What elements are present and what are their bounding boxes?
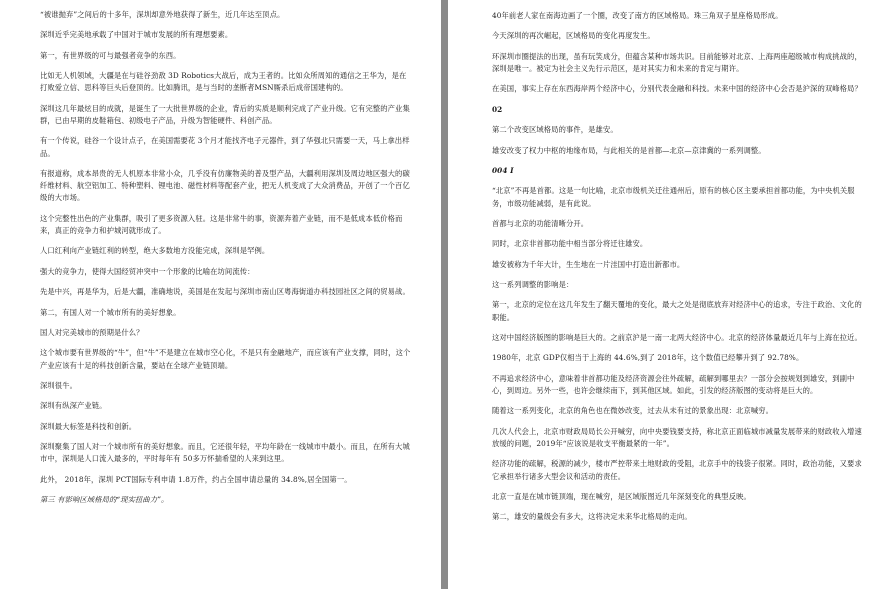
paragraph: 比如无人机领域，大疆是在与硅谷劲敌 3D Robotics大战后，成为王者的。比如众所周知的通信之王华为，是在打败爱立信、思科等巨头后登顶的。比如腾讯，是与当时的垄断者MSN厮杀后成帝国建构的。 (40, 71, 407, 93)
paragraph: 今天深圳的再次崛起，区域格局的变化再度发生。 (492, 31, 655, 41)
section-heading: 004 I (492, 165, 514, 175)
paragraph: 深圳聚集了国人对一个城市所有的美好想象。而且，它还很年轻，平均年龄在一线城市中最小。而且，在所有大城市中，深圳是人口流入最多的，平时每年有 50多万怀揣希望的人来到这里。 (40, 442, 410, 464)
paragraph: “北京”不再是首都。这是一句比喻，北京市级机关迁往通州后，原有的核心区主要承担首都功能，为中央机关服务，市级功能减弱，是有此说。 (492, 186, 855, 208)
paragraph: 第一，北京的定位在这几年发生了翻天覆地的变化，最大之处是彻底放弃对经济中心的追求，专注于政治、文化的职能。 (492, 300, 862, 322)
paragraph: 环深圳市圈提法的出现，虽有玩笑成分，但蕴含某种市场共识。目前能够对北京、上海两座超级城市构成挑战的，深圳是唯一。被定为社会主义先行示范区，是对其实力和未来的肯定与期许。 (492, 51, 862, 73)
page-gutter (441, 0, 448, 589)
paragraph: 第一，有世界级的可与最强者竞争的东西。 (40, 50, 181, 60)
paragraph: 先是中兴，再是华为，后是大疆，准确地说，美国是在发起与深圳市南山区粤海街道办科技园社区之间的贸易战。 (40, 287, 410, 297)
section-heading: 02 (492, 104, 503, 114)
paragraph: 40年前老人家在南海边画了一个圈，改变了南方的区域格局。珠三角双子星座格局形成。 (492, 11, 783, 20)
paragraph: 人口红利向产业链红利的转型，绝大多数地方没能完成，深圳是罕例。 (40, 246, 270, 256)
paragraph: 同时，北京非首都功能中相当部分将迁往雄安。 (492, 239, 648, 249)
paragraph: 随着这一系列变化，北京的角色也在微妙改变，过去从未有过的景象出现：北京喊穷。 (492, 406, 774, 416)
paragraph: 雄安被称为千年大计，生生地在一片洼国中打造出新都市。 (492, 259, 685, 269)
paragraph: 第三 有影响区域格局的“现实扭曲力”。 (40, 495, 169, 505)
paragraph: 北京一直是在城市链顶端，现在喊穷，是区域版图近几年深刻变化的典型反映。 (492, 492, 751, 502)
paragraph: 这一系列调整的影响是： (492, 280, 574, 290)
paragraph: 强大的竞争力，使得大国经贸冲突中一个形象的比喻在坊间流传： (40, 266, 255, 276)
paragraph: 1980年，北京 GDP仅相当于上海的 44.6%,到了 2018年，这个数值已经攀升到了 92.78%。 (492, 353, 804, 363)
right-page (448, 0, 890, 589)
paragraph: 深圳有纵深产业链。 (40, 401, 107, 411)
paragraph: 第二，雄安的量级会有多大，这将决定未来华北格局的走向。 (492, 512, 692, 522)
paragraph: 深圳很牛。 (40, 380, 77, 390)
paragraph: 深圳近乎完美地承载了中国对于城市发展的所有理想要素。 (40, 30, 233, 40)
paragraph: 第二，有国人对一个城市所有的美好想象。 (40, 307, 181, 317)
paragraph: 国人对完美城市的预期是什么？ (40, 327, 144, 337)
paragraph: 这个完整性出色的产业集群，吸引了更多资源入驻。这是非常牛的事，资源奔着产业链，而不是低成本低价格而来，真正的竞争力和护城河就形成了。 (40, 213, 403, 235)
paragraph: 深圳这几年最炫目的成就，是诞生了一大批世界级的企业，背后的实质是顺利完成了产业升级。它有完整的产业集群，已由早期的皮鞋箱包、初级电子产品，升级为智能硬件、科创产品。 (40, 103, 410, 125)
paragraph: 雄安改变了权力中枢的地缘布局，与此相关的是首都—北京—京津冀的一系列调整。 (492, 145, 766, 155)
paragraph: 在美国，事实上存在东西海岸两个经济中心，分别代表金融和科技。未来中国的经济中心会否是沪深的双峰格局？ (492, 84, 862, 94)
paragraph: 深圳最大标签是科技和创新。 (40, 421, 137, 431)
left-page (0, 0, 441, 589)
paragraph: 有一个传说，硅谷一个设计点子，在美国需要花 3个月才能找齐电子元器件，到了华强北只需要一天，马上拿出样品。 (40, 136, 410, 158)
paragraph: 不再追求经济中心，意味着非首都功能及经济资源会往外疏解，疏解到哪里去？一部分会按规划到雄安，到副中心，到周边。另外一些，也许会继续南下，到其他区域。如此，引发的经济版图的变动将是巨大的。 (492, 373, 855, 396)
paragraph: 此外， 2018年，深圳 PCT国际专利申请 1.8万件，约占全国申请总量的 34.8%,居全国第一。 (40, 474, 352, 484)
paragraph: “被谁抛弃”之间后的十多年，深圳却意外地获得了新生，近几年达至顶点。 (40, 10, 285, 19)
paragraph: 这个城市要有世界级的“牛”，但“牛”不是建立在城市空心化，不是只有金融地产，而应该有产业支撑，同时，这个产业应该有十足的科技创新含量，要站在全球产业链顶端。 (40, 348, 411, 370)
paragraph: 第二个改变区域格局的事件，是雄安。 (492, 125, 618, 135)
paragraph: 几次人代会上，北京市财政局局长公开喊穷，向中央要钱要支持，称北京正面临城市减量发展带来的财政收入增速放缓的问题，2019年“应该说是收支平衡最紧的一年”。 (492, 426, 862, 449)
paragraph: 有报道称，成本昂贵的无人机原本非常小众，几乎没有仿廉物美的普及型产品，大疆利用深圳及周边地区强大的碳纤维材料、航空铝加工、特种塑料、锂电池、磁性材料等配套产业，把无人机变成了大众消费品，开创了一个百亿级的大市场。 (40, 168, 410, 203)
paragraph: 首都与北京的功能清晰分开。 (492, 218, 589, 228)
paragraph: 这对中国经济版图的影响是巨大的。之前京沪是一南一北两大经济中心。北京的经济体量最近几年与上海在拉近。 (492, 333, 862, 343)
paragraph: 经济功能的疏解，税源的减少，楼市严控带来土地财政的受阻，北京手中的钱袋子很紧。同时，政治功能，又要求它承担举行诸多大型会议和活动的责任。 (492, 459, 862, 481)
